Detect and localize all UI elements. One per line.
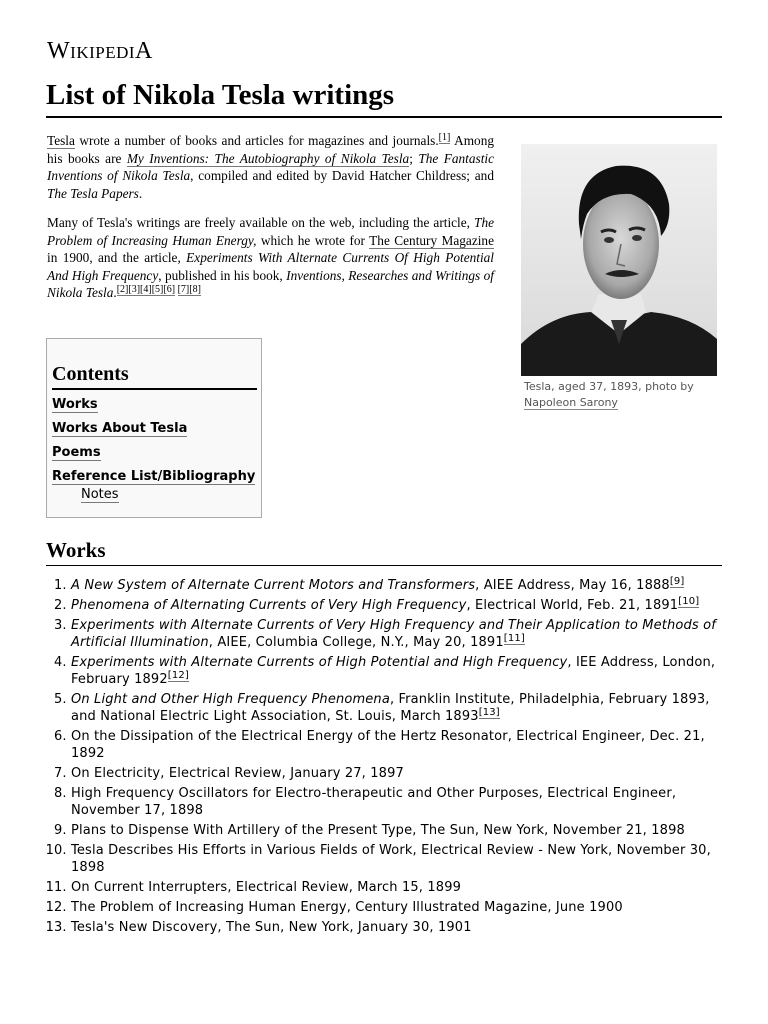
- work-details: On Current Interrupters, Electrical Review, March 15, 1899: [71, 880, 462, 895]
- work-details: High Frequency Oscillators for Electro-therapeutic and Other Purposes, Electrical Engineer, November 17, 1898: [71, 786, 677, 818]
- works-list: [0, 577, 720, 939]
- work-details: Tesla's New Discovery, The Sun, New York, January 30, 1901: [71, 920, 472, 935]
- works-list-item: [71, 842, 720, 876]
- ref-link[interactable]: [2]: [116, 283, 129, 295]
- intro-text: [47, 132, 494, 314]
- infobox: [521, 144, 717, 411]
- works-list-item: [71, 899, 720, 916]
- works-list-item: [71, 765, 720, 782]
- ref-link[interactable]: [5]: [151, 283, 164, 295]
- work-title: Experiments with Alternate Currents of Very High Frequency and Their Application to Methods of Artificial Illumination: [71, 618, 716, 650]
- ref-link[interactable]: [12]: [167, 669, 189, 681]
- ref-link[interactable]: [9]: [669, 575, 685, 587]
- work-details: The Problem of Increasing Human Energy, Century Illustrated Magazine, June 1900: [71, 900, 623, 915]
- ref-link[interactable]: [1]: [438, 131, 451, 143]
- tesla-portrait-image[interactable]: [521, 144, 717, 376]
- toc-item-notes[interactable]: Notes: [81, 487, 119, 502]
- works-list-item: [71, 728, 720, 762]
- work-details: On Electricity, Electrical Review, January 27, 1897: [71, 766, 404, 781]
- toc-item-poems[interactable]: Poems: [52, 445, 101, 460]
- works-list-item: [71, 654, 720, 688]
- work-details: , IEE Address, London, February 1892: [71, 655, 716, 687]
- ref-link[interactable]: [8]: [189, 283, 201, 295]
- toc-item-works[interactable]: Works: [52, 397, 98, 412]
- toc-title: Contents: [52, 363, 257, 390]
- work-details: , AIEE Address, May 16, 1888: [475, 578, 670, 593]
- work-title: Phenomena of Alternating Currents of Very High Frequency: [71, 598, 467, 613]
- works-list-item: [71, 597, 720, 614]
- intro-paragraph-1: Tesla wrote a number of books and articles for magazines and journals.[1] Among his books are My Inventions: The Autobiography of Nikola Tesla; The Fantastic Inventions of Nikola Tesla, compiled and edited by David Hatcher Childress; and The Tesla Papers.: [47, 131, 495, 201]
- century-magazine-link[interactable]: The Century Magazine: [369, 232, 494, 248]
- works-list-item: [71, 577, 720, 594]
- work-details: On the Dissipation of the Electrical Energy of the Hertz Resonator, Electrical Engineer, Dec. 21, 1892: [71, 729, 705, 761]
- section-heading-works: Works: [46, 538, 722, 566]
- ref-link[interactable]: [4]: [140, 283, 152, 295]
- ref-link[interactable]: [7]: [177, 283, 190, 295]
- works-list-item: [71, 617, 720, 651]
- work-details: , Electrical World, Feb. 21, 1891: [466, 598, 679, 613]
- tesla-link[interactable]: Tesla: [47, 133, 75, 148]
- works-list-item: [71, 919, 720, 936]
- work-details: Plans to Dispense With Artillery of the Present Type, The Sun, New York, November 21, 1898: [71, 823, 685, 838]
- works-list-item: [71, 691, 720, 725]
- wikipedia-logo[interactable]: WIKIPEDIA: [47, 38, 153, 64]
- ref-link[interactable]: [3]: [128, 283, 141, 295]
- works-list-item: [71, 822, 720, 839]
- page-title: List of Nikola Tesla writings: [46, 78, 722, 118]
- work-details: , Franklin Institute, Philadelphia, February 1893, and National Electric Light Association, St. Louis, March 1893: [71, 692, 710, 724]
- work-title: A New System of Alternate Current Motors and Transformers: [71, 578, 476, 593]
- ref-link[interactable]: [11]: [503, 632, 525, 644]
- work-title: On Light and Other High Frequency Phenomena: [71, 692, 390, 707]
- toc-item-works-about-tesla[interactable]: Works About Tesla: [52, 421, 188, 436]
- napoleon-sarony-link[interactable]: Napoleon Sarony: [524, 396, 618, 409]
- works-list-item: [71, 879, 720, 896]
- table-of-contents: [46, 338, 262, 518]
- work-details: , AIEE, Columbia College, N.Y., May 20, 1891: [208, 635, 504, 650]
- intro-paragraph-2: Many of Tesla's writings are freely available on the web, including the article, The Problem of Increasing Human Energy, which he wrote for The Century Magazine in 1900, and the article, Experiments With Alternate Currents Of High Potential And High Frequency, published in his book, Inventions, Researches and Writings of Nikola Tesla.[2][3][4][5][6] [7][8]: [47, 215, 494, 300]
- works-list-item: [71, 785, 720, 819]
- ref-link[interactable]: [6]: [163, 283, 176, 295]
- work-title: Experiments with Alternate Currents of High Potential and High Frequency: [71, 655, 568, 670]
- toc-item-reference-list[interactable]: Reference List/Bibliography: [52, 469, 256, 484]
- my-inventions-link[interactable]: My Inventions: The Autobiography of Nikola Tesla: [126, 150, 410, 166]
- image-caption: Tesla, aged 37, 1893, photo by Napoleon Sarony: [524, 380, 694, 409]
- work-details: Tesla Describes His Efforts in Various Fields of Work, Electrical Review - New York, November 30, 1898: [71, 843, 711, 875]
- ref-link[interactable]: [13]: [478, 706, 500, 718]
- ref-link[interactable]: [10]: [678, 595, 700, 607]
